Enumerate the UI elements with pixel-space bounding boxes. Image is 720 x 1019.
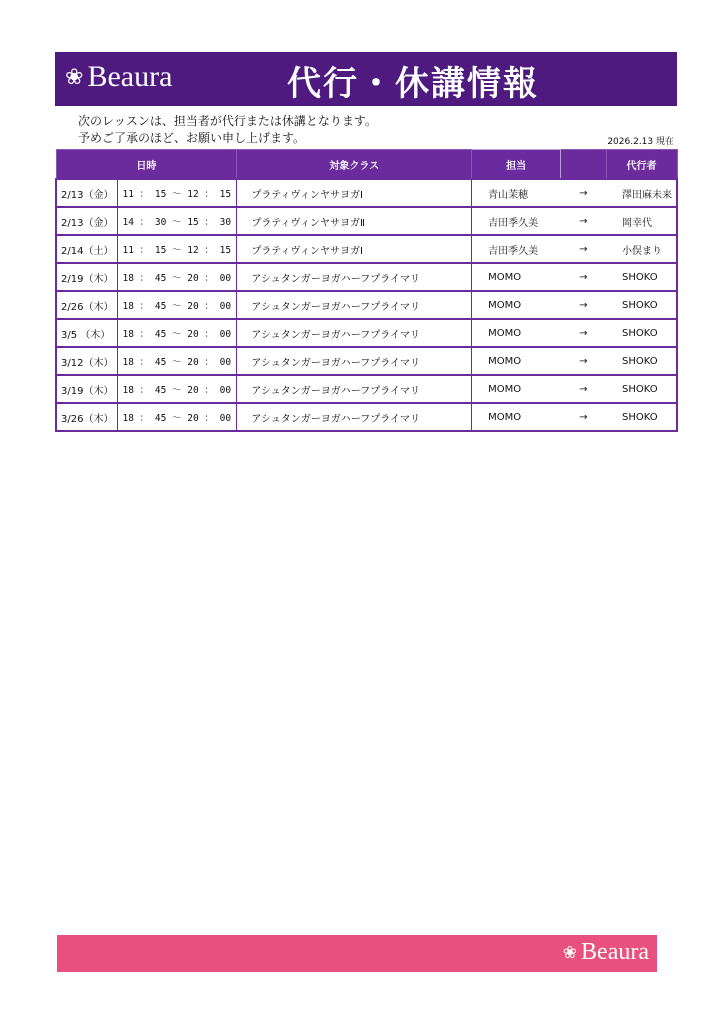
cell-class: アシュタンガーヨガハーフプライマリ	[237, 375, 472, 403]
lotus-icon: ❀	[562, 942, 578, 963]
cell-staff: 吉田季久美	[472, 235, 561, 263]
footer-logo-text: Beaura	[581, 939, 649, 965]
col-substitute: 代行者	[606, 150, 677, 180]
cell-class: アシュタンガーヨガハーフプライマリ	[237, 291, 472, 319]
cell-date: 2/19（木）	[56, 263, 118, 291]
cell-arrow: →	[561, 179, 606, 207]
cell-time: 18 ： 45 ～ 20 ： 00	[118, 375, 237, 403]
cell-arrow: →	[561, 375, 606, 403]
cell-sub: 澤田麻未来	[606, 179, 677, 207]
cell-staff: MOMO	[472, 291, 561, 319]
cell-arrow: →	[561, 319, 606, 347]
brand-logo	[65, 60, 172, 94]
cell-date: 2/13（金）	[56, 207, 118, 235]
table-row	[56, 347, 677, 375]
schedule-table	[55, 149, 678, 432]
cell-class: プラティヴィンヤサヨガⅡ	[237, 207, 472, 235]
cell-class: アシュタンガーヨガハーフプライマリ	[237, 403, 472, 431]
cell-sub: SHOKO	[606, 375, 677, 403]
cell-arrow: →	[561, 207, 606, 235]
col-class: 対象クラス	[237, 150, 472, 180]
page-title: 代行・休講情報	[287, 64, 539, 104]
table-row	[56, 319, 677, 347]
table-row	[56, 235, 677, 263]
cell-arrow: →	[561, 263, 606, 291]
cell-time: 18 ： 45 ～ 20 ： 00	[118, 291, 237, 319]
footer-banner	[57, 935, 657, 972]
table-header	[56, 150, 677, 180]
table-row	[56, 179, 677, 207]
cell-staff: MOMO	[472, 375, 561, 403]
cell-staff: 吉田季久美	[472, 207, 561, 235]
cell-date: 2/13（金）	[56, 179, 118, 207]
cell-staff: MOMO	[472, 347, 561, 375]
footer-logo	[563, 939, 649, 966]
cell-arrow: →	[561, 291, 606, 319]
col-arrow	[561, 150, 606, 180]
cell-date: 3/26（木）	[56, 403, 118, 431]
cell-sub: SHOKO	[606, 403, 677, 431]
cell-class: プラティヴィンヤサヨガⅠ	[237, 235, 472, 263]
cell-date: 3/12（木）	[56, 347, 118, 375]
col-datetime: 日時	[56, 150, 237, 180]
logo-text: Beaura	[87, 60, 173, 93]
cell-sub: 岡幸代	[606, 207, 677, 235]
cell-sub: SHOKO	[606, 263, 677, 291]
cell-time: 18 ： 45 ～ 20 ： 00	[118, 263, 237, 291]
cell-time: 18 ： 45 ～ 20 ： 00	[118, 403, 237, 431]
intro-line-2: 予めご了承のほど、お願い申し上げます。	[78, 131, 306, 145]
cell-date: 3/5 （木）	[56, 319, 118, 347]
cell-staff: 青山茉穂	[472, 179, 561, 207]
cell-time: 18 ： 45 ～ 20 ： 00	[118, 319, 237, 347]
cell-staff: MOMO	[472, 263, 561, 291]
cell-class: プラティヴィンヤサヨガⅠ	[237, 179, 472, 207]
cell-arrow: →	[561, 235, 606, 263]
cell-time: 11 ： 15 ～ 12 ： 15	[118, 235, 237, 263]
cell-arrow: →	[561, 403, 606, 431]
cell-date: 3/19（木）	[56, 375, 118, 403]
as-of-date: 2026.2.13 現在	[607, 137, 674, 147]
cell-time: 14 ： 30 ～ 15 ： 30	[118, 207, 237, 235]
cell-staff: MOMO	[472, 403, 561, 431]
intro-line-1: 次のレッスンは、担当者が代行または休講となります。	[78, 114, 377, 128]
cell-sub: SHOKO	[606, 347, 677, 375]
cell-date: 2/26（木）	[56, 291, 118, 319]
cell-staff: MOMO	[472, 319, 561, 347]
cell-arrow: →	[561, 347, 606, 375]
cell-sub: 小俣まり	[606, 235, 677, 263]
cell-class: アシュタンガーヨガハーフプライマリ	[237, 347, 472, 375]
cell-class: アシュタンガーヨガハーフプライマリ	[237, 263, 472, 291]
table-row	[56, 375, 677, 403]
cell-sub: SHOKO	[606, 319, 677, 347]
table-row	[56, 263, 677, 291]
table-row	[56, 291, 677, 319]
cell-time: 11 ： 15 ～ 12 ： 15	[118, 179, 237, 207]
table-row	[56, 403, 677, 431]
cell-class: アシュタンガーヨガハーフプライマリ	[237, 319, 472, 347]
table-row	[56, 207, 677, 235]
cell-time: 18 ： 45 ～ 20 ： 00	[118, 347, 237, 375]
header-banner	[55, 52, 677, 106]
lotus-icon: ❀	[65, 64, 84, 90]
col-staff: 担当	[472, 150, 561, 180]
cell-date: 2/14（土）	[56, 235, 118, 263]
cell-sub: SHOKO	[606, 291, 677, 319]
